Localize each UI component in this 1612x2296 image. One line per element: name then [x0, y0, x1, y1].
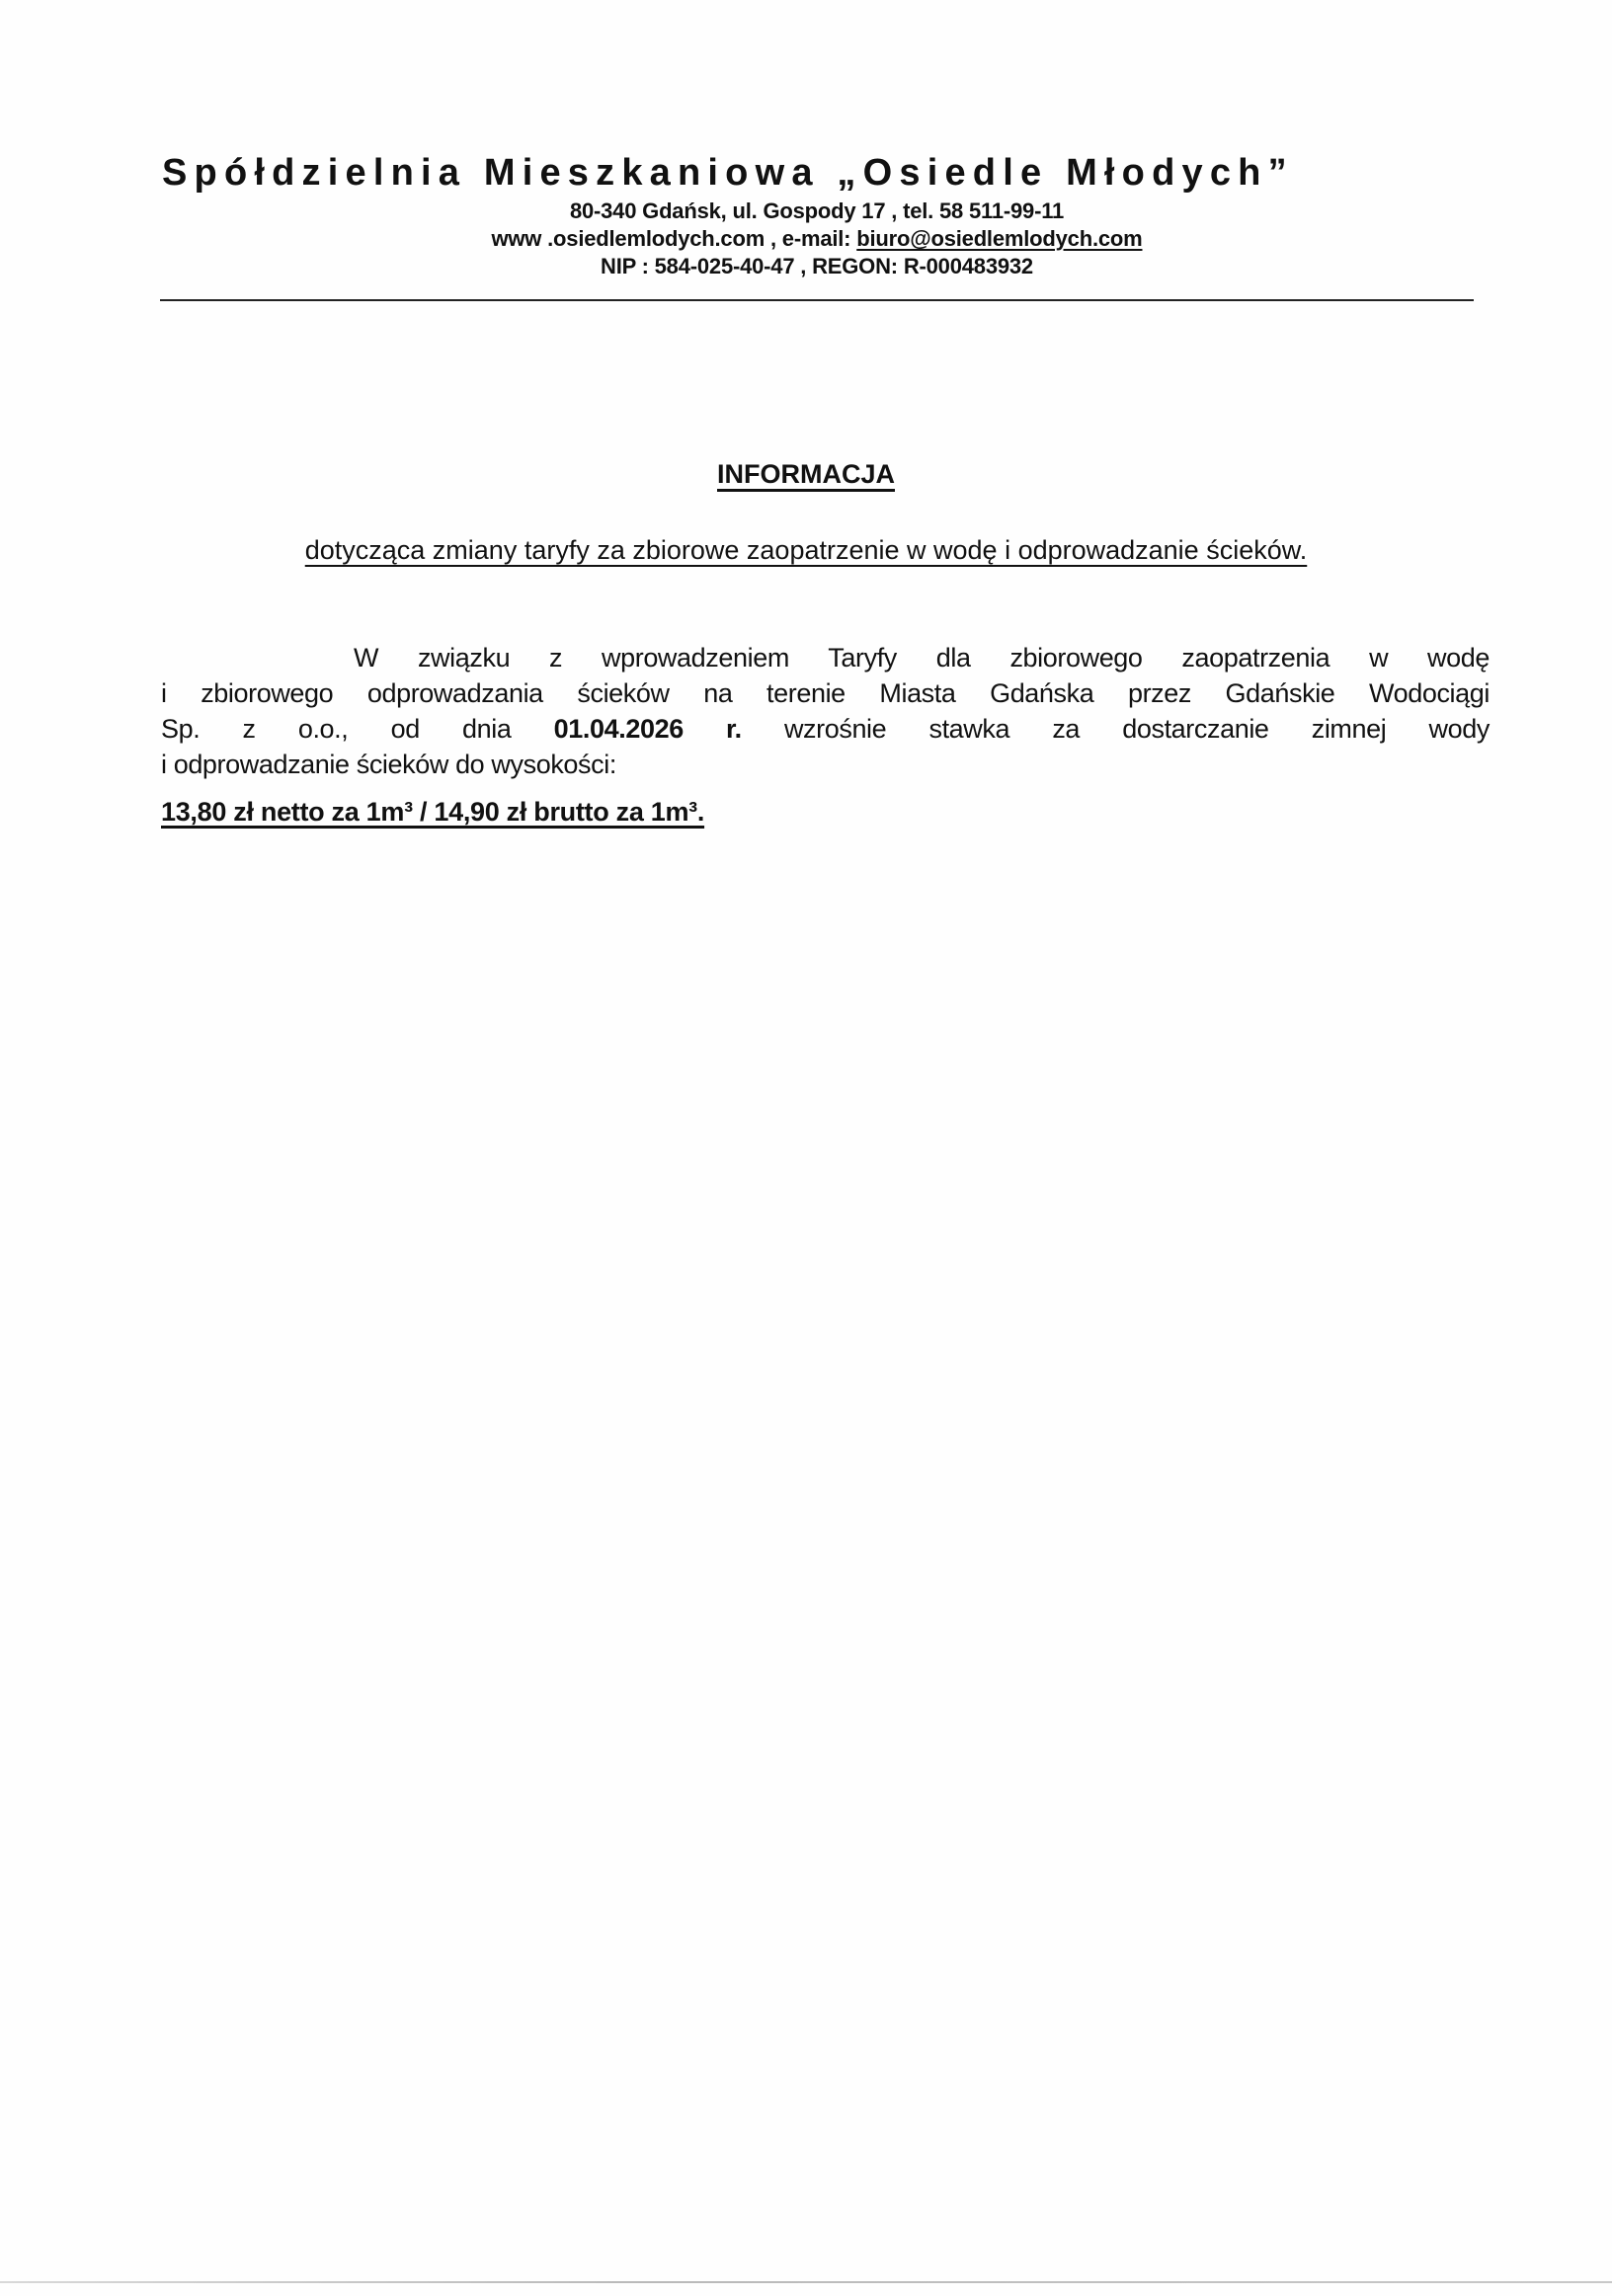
body-line-3-start: Sp. z o.o., od dnia — [161, 714, 554, 744]
header-divider — [160, 299, 1474, 301]
body-line-3-end: wzrośnie stawka za dostarczanie zimnej wody — [741, 714, 1490, 744]
web-email-line — [160, 225, 1474, 253]
document-subtitle — [0, 533, 1612, 567]
tax-ids-line: NIP : 584-025-40-47 , REGON: R-000483932 — [601, 254, 1033, 278]
address-line: 80-340 Gdańsk, ul. Gospody 17 , tel. 58 511-99-11 — [569, 198, 1065, 223]
organization-name: Spółdzielnia Mieszkaniowa „Osiedle Młodych” — [162, 152, 1294, 194]
document-title — [0, 457, 1612, 491]
body-line-1: W związku z wprowadzeniem Taryfy dla zbiorowego zaopatrzenia w wodę — [354, 643, 1490, 673]
document-subtitle-text: dotycząca zmiany taryfy za zbiorowe zaopatrzenie w wodę i odprowadzanie ścieków. — [304, 535, 1308, 565]
letterhead — [160, 148, 1474, 280]
scan-edge-line — [0, 2281, 1612, 2283]
effective-date: 01.04.2026 r. — [553, 714, 742, 744]
body-line-2: i zbiorowego odprowadzania ścieków na terenie Miasta Gdańska przez Gdańskie Wodociągi — [161, 678, 1490, 708]
website-text: www .osiedlemlodych.com , e-mail: — [491, 226, 857, 251]
body-line-4: i odprowadzanie ścieków do wysokości: — [161, 750, 616, 779]
new-rate: 13,80 zł netto za 1m³ / 14,90 zł brutto za 1m³. — [161, 797, 705, 827]
document-title-text: INFORMACJA — [717, 459, 895, 489]
email-link[interactable]: biuro@osiedlemlodych.com — [856, 226, 1143, 251]
body-paragraph — [161, 640, 1490, 782]
body-line-3 — [161, 711, 1490, 747]
